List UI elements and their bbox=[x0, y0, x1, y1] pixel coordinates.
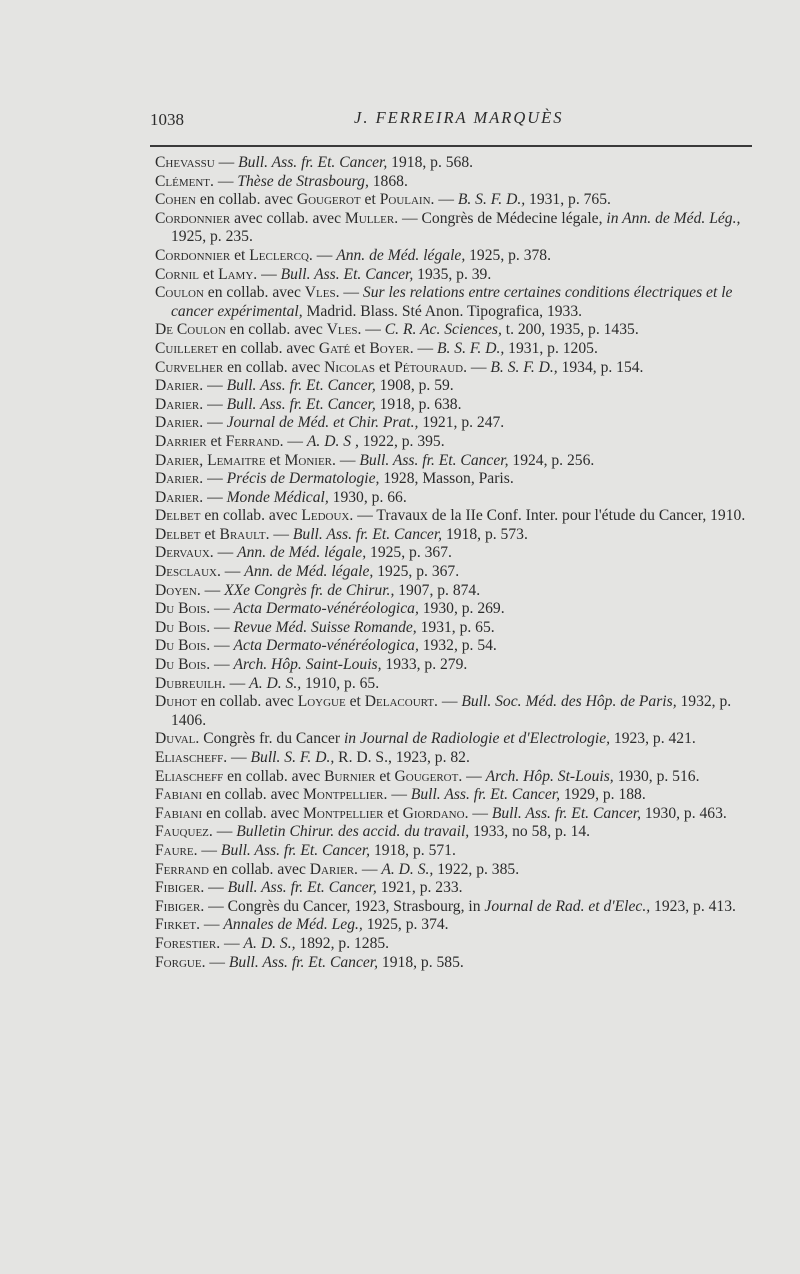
entry-text: . — Congrès de Médecine légale, bbox=[394, 209, 607, 227]
entry-author: Ferrand bbox=[225, 432, 280, 450]
entry-text: . — bbox=[463, 358, 491, 376]
entry-author: Ledoux bbox=[301, 507, 350, 525]
entry-author: Fibiger bbox=[155, 879, 201, 897]
bibliography-entry bbox=[155, 563, 755, 582]
entry-text: et bbox=[200, 525, 220, 543]
entry-text: 1918, p. 573. bbox=[442, 525, 528, 543]
bibliography-entry bbox=[155, 321, 755, 340]
entry-title: Monde Médical, bbox=[226, 488, 329, 506]
entry-author: Cornil bbox=[155, 265, 200, 283]
entry-text: . — bbox=[354, 860, 382, 878]
bibliography-entry bbox=[155, 377, 755, 396]
entry-title: Journal de Méd. et Chir. Prat., bbox=[226, 414, 419, 432]
entry-author: Fauquez bbox=[155, 823, 209, 841]
entry-text: 1918, p. 638. bbox=[375, 395, 462, 413]
bibliography-entry bbox=[155, 452, 755, 471]
entry-author: Duhot bbox=[155, 693, 197, 711]
entry-title: A. D. S , bbox=[306, 432, 359, 450]
entry-author: Fabiani bbox=[155, 804, 203, 822]
entry-author: Poulain bbox=[379, 191, 431, 209]
entry-text: . — bbox=[206, 600, 234, 618]
entry-author: Muller bbox=[344, 209, 395, 227]
entry-title: Revue Méd. Suisse Romande, bbox=[233, 618, 417, 636]
entry-text: 1922, p. 385. bbox=[433, 860, 520, 878]
entry-text: 1931, p. 65. bbox=[416, 618, 495, 636]
entry-text: 1925, p. 235. bbox=[171, 228, 253, 246]
bibliography-entry bbox=[155, 414, 755, 433]
entry-author: Coulon bbox=[155, 284, 204, 302]
entry-author: Cordonnier bbox=[155, 209, 231, 227]
entry-author: Firket bbox=[155, 916, 197, 934]
entry-title: Arch. Hôp. Saint-Louis, bbox=[233, 656, 382, 674]
entry-text: . Congrès fr. du Cancer bbox=[195, 730, 344, 748]
entry-author: Lamy bbox=[218, 265, 254, 283]
entry-text: . — bbox=[216, 934, 244, 952]
entry-title: B. S. F. D., bbox=[436, 339, 505, 357]
entry-author: Darier bbox=[155, 414, 200, 432]
entry-title: Ann. de Méd. légale, bbox=[244, 563, 374, 581]
bibliography-entry bbox=[155, 526, 755, 545]
entry-title: Précis de Dermatologie, bbox=[226, 470, 380, 488]
entry-text: 1931, p. 1205. bbox=[504, 339, 598, 357]
entry-title: Bull. Ass. Et. Cancer, bbox=[280, 265, 414, 283]
bibliography-entry bbox=[155, 284, 755, 321]
entry-author: Cohen bbox=[155, 191, 196, 209]
entry-text: en collab. avec bbox=[203, 284, 305, 302]
entry-text: 1921, p. 247. bbox=[418, 414, 505, 432]
entry-title: Bull. Ass. fr. Et. Cancer, bbox=[292, 525, 443, 543]
entry-text: 1930, p. 269. bbox=[418, 600, 505, 618]
entry-text: en collab. avec bbox=[223, 358, 325, 376]
bibliography-entry bbox=[155, 749, 755, 768]
entry-title: Bull. Ass. fr. Et. Cancer, bbox=[220, 841, 371, 859]
bibliography-entry bbox=[155, 600, 755, 619]
entry-text: et bbox=[345, 693, 365, 711]
entry-title: C. R. Ac. Sciences, bbox=[384, 321, 502, 339]
bibliography-entry bbox=[155, 396, 755, 415]
entry-title: Bull. Ass. fr. Et. Cancer, bbox=[491, 804, 642, 822]
entry-author: De Coulon bbox=[155, 321, 226, 339]
entry-author: Darier bbox=[155, 451, 200, 469]
entry-author: Du Bois bbox=[155, 656, 207, 674]
bibliography-entry bbox=[155, 582, 755, 601]
entry-text: 1928, Masson, Paris. bbox=[379, 470, 514, 488]
bibliography-entry bbox=[155, 935, 755, 954]
entry-text: . — bbox=[265, 525, 293, 543]
bibliography-entry bbox=[155, 805, 755, 824]
bibliography-entry bbox=[155, 266, 755, 285]
entry-title: Ann. de Méd. légale, bbox=[336, 246, 466, 264]
entry-text: 1918, p. 585. bbox=[378, 953, 464, 971]
bibliography-entry bbox=[155, 675, 755, 694]
entry-text: , bbox=[199, 451, 208, 469]
entry-text: 1933, p. 279. bbox=[381, 656, 468, 674]
entry-author: Brault bbox=[219, 525, 266, 543]
bibliography-entry bbox=[155, 842, 755, 861]
entry-title: Journal de Rad. et d'Elec., bbox=[484, 897, 651, 915]
entry-author: Dubreuilh bbox=[155, 674, 222, 692]
entry-author: Delacourt bbox=[364, 693, 435, 711]
entry-text: 1923, p. 413. bbox=[650, 897, 736, 915]
entry-text: t. 200, 1935, p. 1435. bbox=[501, 321, 639, 339]
entry-author: Fabiani bbox=[155, 786, 203, 804]
entry-title: in Journal de Radiologie et d'Electrologie, bbox=[343, 730, 611, 748]
header-rule bbox=[150, 145, 752, 147]
entry-text: . — bbox=[332, 451, 360, 469]
entry-text: en collab. avec bbox=[202, 786, 304, 804]
entry-author: Curvelher bbox=[155, 358, 224, 376]
entry-author: Gougerot bbox=[394, 767, 459, 785]
entry-text: . — bbox=[357, 321, 385, 339]
entry-text: en collab. avec bbox=[196, 693, 298, 711]
entry-text: . — bbox=[199, 377, 227, 395]
entry-text: . — bbox=[206, 656, 234, 674]
entry-author: Pétouraud bbox=[394, 358, 464, 376]
bibliography-entry bbox=[155, 637, 755, 656]
entry-title: Bull. Ass. fr. Et. Cancer, bbox=[226, 377, 376, 395]
entry-text: et bbox=[230, 246, 250, 264]
entry-author: Montpellier bbox=[303, 786, 384, 804]
entry-author: Darier bbox=[155, 488, 200, 506]
entry-text: 1907, p. 874. bbox=[394, 581, 481, 599]
entry-title: Bull. Ass. fr. Et. Cancer, bbox=[227, 879, 377, 897]
entry-text: en collab. avec bbox=[223, 767, 325, 785]
entry-text: . — bbox=[209, 544, 238, 562]
entry-title: Arch. Hôp. St-Louis, bbox=[485, 767, 614, 785]
entry-author: Duval bbox=[155, 730, 196, 748]
entry-text: . — bbox=[199, 488, 227, 506]
entry-text: 1932, p. 1406. bbox=[171, 693, 732, 729]
bibliography-entry bbox=[155, 786, 755, 805]
entry-title: Bull. Ass. fr. Et. Cancer, bbox=[410, 786, 560, 804]
entry-author: Loygue bbox=[297, 693, 346, 711]
entry-author: Du Bois bbox=[155, 618, 207, 636]
bibliography-entry bbox=[155, 154, 755, 173]
entry-text: . — bbox=[200, 879, 228, 897]
entry-text: en collab. avec bbox=[217, 339, 319, 357]
bibliography-entry bbox=[155, 730, 755, 749]
entry-author: Nicolas bbox=[324, 358, 376, 376]
bibliography-entry bbox=[155, 544, 755, 563]
bibliography-entry bbox=[155, 656, 755, 675]
entry-text: . — bbox=[383, 786, 411, 804]
entry-text: 1925, p. 367. bbox=[373, 563, 460, 581]
entry-text: 1930, p. 66. bbox=[328, 488, 407, 506]
entry-author: Leclercq bbox=[249, 246, 309, 264]
bibliography-entry bbox=[155, 173, 755, 192]
entry-author: Chevassu bbox=[155, 154, 215, 171]
entry-text: 1921, p. 233. bbox=[376, 879, 463, 897]
entry-author: Delbet bbox=[155, 525, 201, 543]
bibliography-entry bbox=[155, 823, 755, 842]
entry-text: — bbox=[214, 154, 239, 171]
entry-title: Acta Dermato-vénéréologica, bbox=[233, 600, 419, 618]
entry-text: . — bbox=[196, 581, 225, 599]
entry-title: B. S. F. D., bbox=[490, 358, 558, 376]
entry-title: A. D. S., bbox=[249, 674, 302, 692]
entry-text: . — bbox=[221, 674, 250, 692]
entry-author: Du Bois bbox=[155, 600, 207, 618]
entry-author: Montpellier bbox=[303, 804, 384, 822]
entry-text: 1930, p. 463. bbox=[641, 804, 727, 822]
entry-title: A. D. S., bbox=[381, 860, 434, 878]
bibliography-entry bbox=[155, 489, 755, 508]
bibliography-entry bbox=[155, 693, 755, 730]
entry-text: . — bbox=[458, 767, 486, 785]
entry-author: Du Bois bbox=[155, 637, 207, 655]
entry-text: . — bbox=[206, 637, 234, 655]
entry-title: Ann. de Méd. légale, bbox=[237, 544, 367, 562]
entry-title: B. S. F. D., bbox=[457, 191, 526, 209]
entry-author: Forestier bbox=[155, 934, 217, 952]
entry-text: en collab. avec bbox=[200, 507, 302, 525]
entry-text: . — bbox=[201, 953, 229, 971]
entry-text: 1918, p. 568. bbox=[387, 154, 474, 171]
entry-author: Ferrand bbox=[155, 860, 209, 878]
entry-text: avec collab. avec bbox=[230, 209, 345, 227]
entry-text: . — bbox=[217, 563, 245, 581]
entry-title: Bull. S. F. D., bbox=[250, 749, 335, 766]
bibliography-list bbox=[155, 154, 755, 972]
bibliography-entry bbox=[155, 507, 755, 526]
bibliography-entry bbox=[155, 861, 755, 880]
entry-author: Eliascheff bbox=[155, 767, 224, 785]
entry-author: Giordano bbox=[402, 804, 465, 822]
entry-text: . — bbox=[464, 804, 492, 822]
entry-text: en collab. avec bbox=[208, 860, 310, 878]
entry-title: Bull. Ass. fr. Et. Cancer, bbox=[226, 395, 376, 413]
entry-text: . — bbox=[199, 414, 227, 432]
entry-title: Bulletin Chirur. des accid. du travail, bbox=[236, 823, 470, 841]
entry-author: Fibiger bbox=[155, 897, 201, 915]
entry-title: Annales de Méd. Leg., bbox=[223, 916, 363, 934]
entry-text: 1929, p. 188. bbox=[559, 786, 646, 804]
entry-text: 1925, p. 378. bbox=[465, 246, 551, 264]
entry-text: . — Travaux de la IIe Conf. Inter. pour l'étude du Cancer, 1910. bbox=[349, 507, 746, 525]
entry-text: 1910, p. 65. bbox=[301, 674, 380, 692]
entry-title: Bull. Soc. Méd. des Hôp. de Paris, bbox=[461, 693, 677, 711]
entry-text: 1935, p. 39. bbox=[413, 265, 492, 283]
bibliography-entry bbox=[155, 954, 755, 973]
entry-text: . — bbox=[253, 265, 281, 283]
entry-author: Clément bbox=[155, 172, 211, 190]
entry-text: et bbox=[375, 358, 395, 376]
entry-text: en collab. avec bbox=[202, 804, 304, 822]
entry-text: . — bbox=[199, 395, 227, 413]
entry-text: 1924, p. 256. bbox=[508, 451, 595, 469]
bibliography-entry bbox=[155, 768, 755, 787]
page-number: 1038 bbox=[150, 110, 184, 129]
bibliography-entry bbox=[155, 879, 755, 898]
entry-text: . — bbox=[193, 841, 221, 859]
entry-author: Gougerot bbox=[296, 191, 361, 209]
entry-title: Bull. Ass. fr. Et. Cancer, bbox=[359, 451, 509, 469]
entry-text: et bbox=[375, 767, 395, 785]
entry-text: . — bbox=[210, 172, 238, 190]
entry-text: 1930, p. 516. bbox=[613, 767, 700, 785]
entry-text: . — bbox=[223, 749, 251, 766]
entry-text: 1933, no 58, p. 14. bbox=[469, 823, 591, 841]
entry-author: Forgue bbox=[155, 953, 202, 971]
page-header bbox=[150, 108, 752, 138]
entry-text: et bbox=[206, 432, 226, 450]
entry-text: Madrid. Blass. Sté Anon. Tipografica, 1933. bbox=[302, 302, 583, 320]
running-head: J. FERREIRA MARQUÈS bbox=[354, 108, 564, 127]
entry-text: 1923, p. 421. bbox=[610, 730, 696, 748]
entry-author: Faure bbox=[155, 841, 194, 859]
entry-text: 1925, p. 374. bbox=[362, 916, 449, 934]
entry-text: 1922, p. 395. bbox=[358, 432, 445, 450]
entry-author: Cordonnier bbox=[155, 246, 231, 264]
entry-author: Delbet bbox=[155, 507, 201, 525]
entry-text: et bbox=[265, 451, 285, 469]
entry-author: Boyer bbox=[369, 339, 410, 357]
entry-text: 1908, p. 59. bbox=[375, 377, 454, 395]
entry-author: Lemaitre bbox=[207, 451, 266, 469]
entry-author: Desclaux bbox=[155, 563, 217, 581]
entry-text: en collab. avec bbox=[225, 321, 327, 339]
entry-author: Darier bbox=[155, 470, 200, 488]
entry-text: 1918, p. 571. bbox=[370, 841, 456, 859]
entry-author: Cuilleret bbox=[155, 339, 218, 357]
entry-text: . — bbox=[199, 470, 227, 488]
entry-title: Bull. Ass. fr. Et. Cancer, bbox=[238, 154, 388, 171]
entry-author: Darier bbox=[155, 395, 200, 413]
entry-title: Acta Dermato-vénéréologica, bbox=[233, 637, 419, 655]
bibliography-entry bbox=[155, 619, 755, 638]
bibliography-entry bbox=[155, 916, 755, 935]
bibliography-entry bbox=[155, 433, 755, 452]
entry-title: Bull. Ass. fr. Et. Cancer, bbox=[228, 953, 379, 971]
entry-author: Darier bbox=[309, 860, 355, 878]
entry-text: . — bbox=[434, 693, 462, 711]
entry-text: . — bbox=[196, 916, 224, 934]
entry-title: in Ann. de Méd. Lég., bbox=[606, 209, 741, 227]
entry-author: Vles bbox=[304, 284, 336, 302]
entry-title: XXe Congrès fr. de Chirur., bbox=[224, 581, 395, 599]
bibliography-entry bbox=[155, 191, 755, 210]
entry-title: Thèse de Strasbourg, bbox=[237, 172, 369, 190]
entry-text: et bbox=[199, 265, 219, 283]
entry-author: Doyen bbox=[155, 581, 197, 599]
entry-text: R. D. S., 1923, p. 82. bbox=[334, 749, 470, 766]
entry-text: . — bbox=[279, 432, 307, 450]
entry-text: et bbox=[360, 191, 380, 209]
entry-title: A. D. S., bbox=[243, 934, 296, 952]
entry-text: 1892, p. 1285. bbox=[295, 934, 390, 952]
bibliography-entry bbox=[155, 247, 755, 266]
entry-author: Vles bbox=[326, 321, 358, 339]
entry-text: . — bbox=[206, 618, 234, 636]
entry-text: . — Congrès du Cancer, 1923, Strasbourg, in bbox=[200, 897, 485, 915]
entry-author: Eliascheff bbox=[155, 749, 224, 766]
bibliography-entry bbox=[155, 898, 755, 917]
entry-text: 1925, p. 367. bbox=[366, 544, 452, 562]
bibliography-entry bbox=[155, 470, 755, 489]
entry-text: . — bbox=[335, 284, 363, 302]
entry-text: 1868. bbox=[368, 172, 408, 190]
entry-text: et bbox=[383, 804, 403, 822]
entry-text: 1931, p. 765. bbox=[525, 191, 611, 209]
entry-text: et bbox=[350, 339, 370, 357]
entry-author: Dervaux bbox=[155, 544, 210, 562]
entry-text: . — bbox=[208, 823, 237, 841]
entry-author: Gaté bbox=[318, 339, 351, 357]
entry-text: en collab. avec bbox=[195, 191, 297, 209]
bibliography-entry bbox=[155, 210, 755, 247]
entry-author: Darrier bbox=[155, 432, 207, 450]
entry-text: . — bbox=[409, 339, 437, 357]
bibliography-entry bbox=[155, 340, 755, 359]
entry-text: . — bbox=[430, 191, 458, 209]
entry-title: Sur les relations entre certaines conditions électriques et le cancer expérimental, bbox=[171, 284, 733, 320]
bibliography-entry bbox=[155, 359, 755, 378]
entry-text: 1932, p. 54. bbox=[418, 637, 497, 655]
entry-author: Monier bbox=[284, 451, 333, 469]
entry-author: Darier bbox=[155, 377, 200, 395]
entry-author: Burnier bbox=[324, 767, 376, 785]
entry-text: . — bbox=[308, 246, 337, 264]
entry-text: 1934, p. 154. bbox=[557, 358, 644, 376]
